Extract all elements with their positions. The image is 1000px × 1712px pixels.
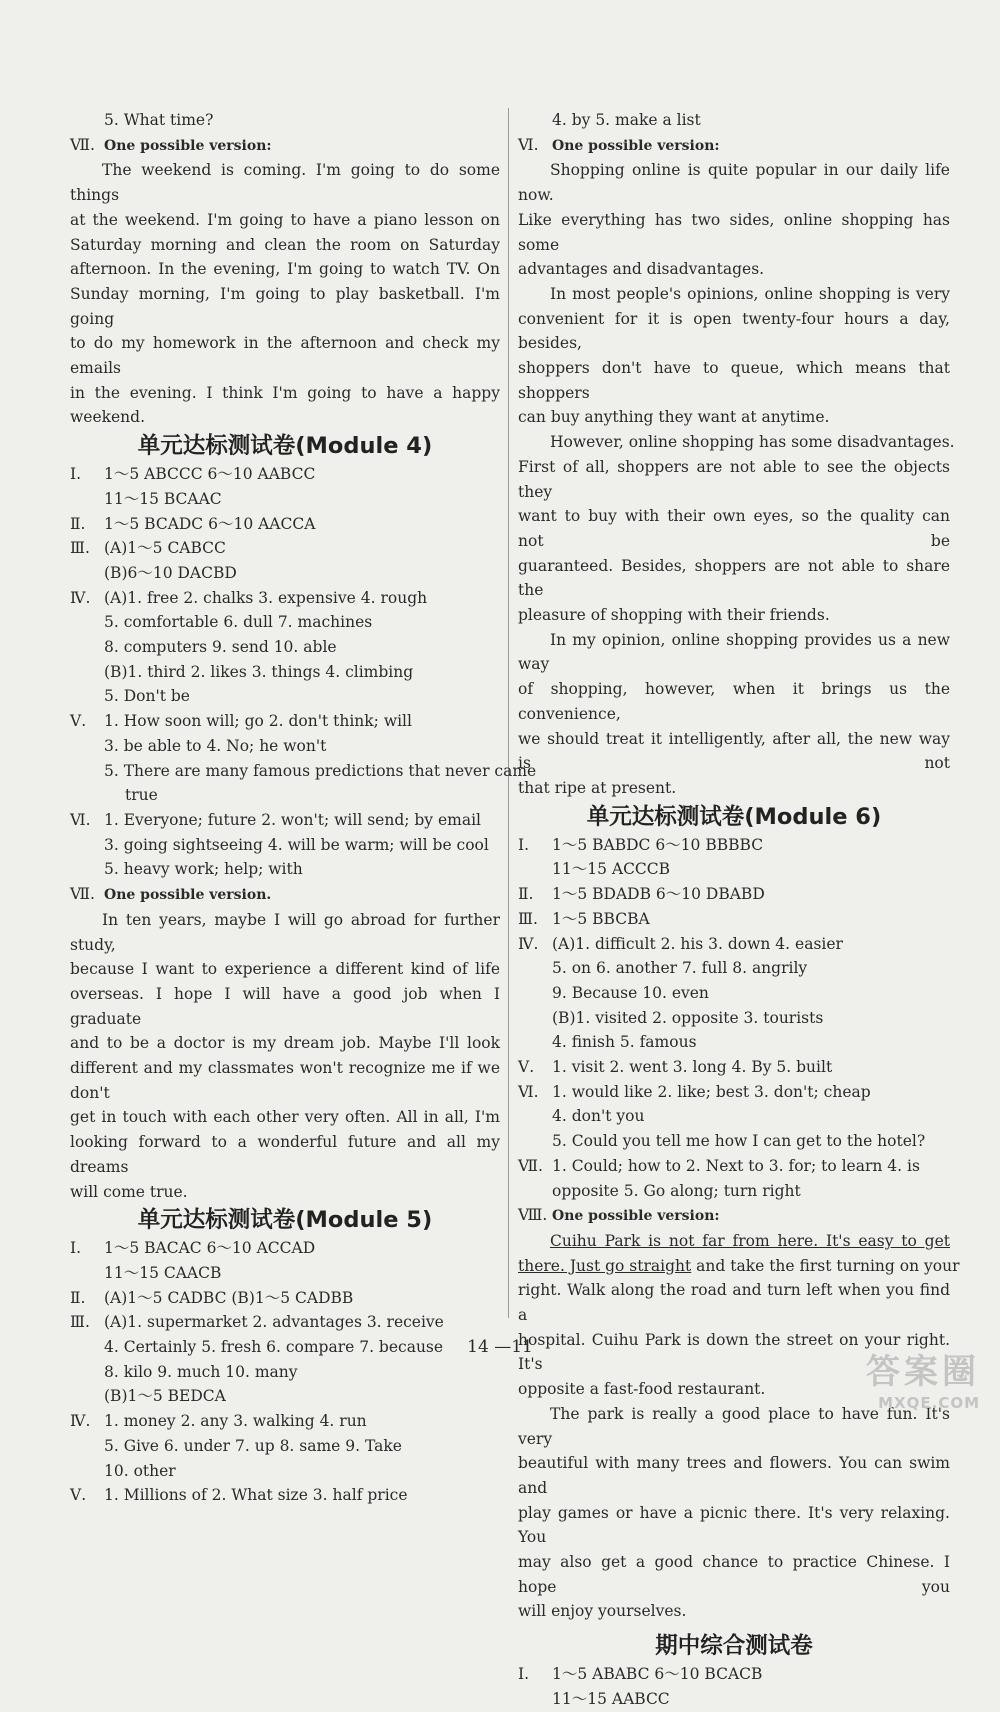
answer-line: 4. don't you	[552, 1107, 645, 1126]
answer-line: Ⅴ. 1. How soon will; go 2. don't think; will	[70, 712, 412, 731]
answer-line: 4. by 5. make a list	[552, 111, 701, 129]
answer-line: 5. Give 6. under 7. up 8. same 9. Take	[104, 1436, 402, 1455]
answer-line: opposite 5. Go along; turn right	[552, 1181, 801, 1200]
answer-line: 4. finish 5. famous	[552, 1033, 697, 1052]
essay-line: pleasure of shopping with their friends.	[518, 606, 830, 625]
answer-line: Ⅰ. 1～5 BACAC 6～10 ACCAD	[70, 1239, 316, 1258]
essay-line: convenient for it is open twenty-four hours a day, besides,	[518, 309, 950, 353]
answer-line: Ⅵ. 1. would like 2. like; best 3. don't; cheap	[518, 1082, 871, 1101]
essay-line: In ten years, maybe I will go abroad for further study,	[70, 910, 500, 954]
section-heading: Ⅶ. One possible version:	[70, 135, 272, 154]
answer-line: 3. going sightseeing 4. will be warm; will be cool	[104, 835, 489, 854]
answer-line: Ⅳ. (A)1. free 2. chalks 3. expensive 4. rough	[70, 588, 428, 607]
column-divider	[508, 108, 509, 1318]
answer-line: 8. computers 9. send 10. able	[104, 638, 337, 657]
answer-line: 8. kilo 9. much 10. many	[104, 1362, 298, 1381]
essay-line: Like everything has two sides, online shopping has some	[518, 210, 950, 254]
answer-line: (B)1. third 2. likes 3. things 4. climbing	[104, 662, 414, 681]
module-5-heading: 单元达标测试卷(Module 5)	[137, 1207, 433, 1234]
answer-line: true	[125, 786, 158, 805]
essay-line: In most people's opinions, online shopping is very	[550, 284, 950, 303]
essay-line: opposite a fast-food restaurant.	[518, 1380, 766, 1399]
essay-line: In my opinion, online shopping provides us a new way	[518, 630, 950, 674]
essay-line: Shopping online is quite popular in our daily life now.	[518, 161, 950, 205]
answer-line: 11～15 CAACB	[104, 1263, 222, 1282]
essay-line: Sunday morning, I'm going to play basketball. I'm going	[70, 284, 500, 328]
answer-line: Ⅲ. 1～5 BBCBA	[518, 909, 650, 928]
essay-line: beautiful with many trees and flowers. You can swim and	[518, 1454, 950, 1497]
answer-line: 5. on 6. another 7. full 8. angrily	[552, 959, 808, 978]
essay-line: looking forward to a wonderful future and all my dreams	[70, 1133, 500, 1176]
answer-line: 5. There are many famous predictions that never came	[104, 761, 537, 780]
answer-line: Ⅲ. (A)1. supermarket 2. advantages 3. receive	[70, 1313, 444, 1332]
essay-line: guaranteed. Besides, shoppers are not able to share the	[518, 556, 950, 600]
answer-line: 11～15 ACCCB	[552, 860, 671, 879]
page-number: 14 —11	[467, 1337, 533, 1357]
essay-line: The weekend is coming. I'm going to do some things	[70, 161, 500, 205]
essay-line: will enjoy yourselves.	[518, 1602, 687, 1621]
answer-line: Ⅵ. 1. Everyone; future 2. won't; will send; by email	[70, 810, 482, 829]
answer-line: Ⅴ. 1. Millions of 2. What size 3. half price	[70, 1486, 408, 1505]
answer-line: (B)6～10 DACBD	[104, 563, 237, 582]
essay-line: because I want to experience a different kind of life	[70, 960, 500, 979]
answer-line: 9. Because 10. even	[552, 983, 709, 1002]
essay-line: and to be a doctor is my dream job. Maybe I'll look	[70, 1034, 500, 1053]
essay-line: weekend.	[70, 408, 146, 427]
answer-line: Ⅰ. 1～5 ABABC 6～10 BCACB	[518, 1665, 763, 1684]
section-heading: Ⅶ. One possible version.	[70, 885, 272, 904]
essay-line: get in touch with each other very often. All in all, I'm	[70, 1108, 500, 1127]
essay-line: we should treat it intelligently, after all, the new way is not	[518, 729, 950, 773]
essay-line: there. Just go straight and take the first turning on your	[518, 1256, 960, 1275]
essay-line: may also get a good chance to practice Chinese. I hope you	[518, 1553, 950, 1596]
midterm-heading: 期中综合测试卷	[655, 1633, 813, 1660]
essay-line: different and my classmates won't recognize me if we don't	[70, 1059, 500, 1102]
watermark-url: MXQE.COM	[878, 1394, 980, 1412]
right-column	[518, 108, 960, 1712]
answer-line: Ⅶ. 1. Could; how to 2. Next to 3. for; to learn 4. is	[518, 1156, 920, 1175]
text-line: 5. What time?	[104, 111, 214, 129]
answer-line: 11～15 BCAAC	[104, 489, 222, 508]
answer-line: 5. heavy work; help; with	[104, 860, 303, 879]
watermark-logo-text: 答案圈	[866, 1352, 980, 1392]
section-heading: Ⅵ. One possible version:	[518, 135, 720, 154]
answer-line: 5. Don't be	[104, 687, 190, 706]
essay-line: overseas. I hope I will have a good job when I graduate	[70, 984, 500, 1028]
answer-line: Ⅲ. (A)1～5 CABCC	[70, 539, 226, 558]
essay-line: advantages and disadvantages.	[518, 260, 765, 279]
answer-line: Ⅰ. 1～5 BABDC 6～10 BBBBC	[518, 835, 764, 854]
answer-line: Ⅳ. (A)1. difficult 2. his 3. down 4. easier	[518, 934, 843, 953]
essay-line: Cuihu Park is not far from here. It's easy to get	[550, 1231, 950, 1250]
essay-line: hospital. Cuihu Park is down the street on your right. It's	[518, 1330, 950, 1374]
essay-line: in the evening. I think I'm going to have a happy	[70, 383, 500, 402]
answer-line: 4. Certainly 5. fresh 6. compare 7. because	[104, 1338, 444, 1357]
answer-line: 5. Could you tell me how I can get to the hotel?	[552, 1132, 926, 1151]
module-6-heading: 单元达标测试卷(Module 6)	[586, 803, 882, 830]
essay-line: play games or have a picnic there. It's very relaxing. You	[518, 1503, 950, 1547]
answer-line: (B)1. visited 2. opposite 3. tourists	[552, 1008, 824, 1027]
essay-line: The park is really a good place to have fun. It's very	[518, 1404, 950, 1448]
essay-line: that ripe at present.	[518, 778, 677, 797]
essay-line: can buy anything they want at anytime.	[518, 408, 830, 427]
essay-line: Saturday morning and clean the room on Saturday	[70, 235, 500, 254]
essay-line: shoppers don't have to queue, which means that shoppers	[518, 359, 950, 402]
answer-line: 10. other	[104, 1461, 176, 1480]
answer-line: Ⅱ. 1～5 BDADB 6～10 DBABD	[518, 885, 765, 904]
answer-line: (B)1～5 BEDCA	[104, 1387, 226, 1406]
answer-line: 3. be able to 4. No; he won't	[104, 736, 327, 755]
essay-line: of shopping, however, when it brings us the convenience,	[518, 680, 950, 723]
answer-line: 11～15 AABCC	[552, 1689, 670, 1708]
essay-line: at the weekend. I'm going to have a piano lesson on	[70, 210, 500, 229]
essay-line: to do my homework in the afternoon and check my emails	[70, 334, 500, 378]
left-column	[70, 108, 537, 1508]
answer-line: Ⅱ. 1～5 BCADC 6～10 AACCA	[70, 514, 316, 533]
essay-line: want to buy with their own eyes, so the quality can not be	[518, 507, 950, 550]
essay-line: right. Walk along the road and turn left when you find a	[518, 1281, 950, 1325]
answer-line: Ⅰ. 1～5 ABCCC 6～10 AABCC	[70, 465, 316, 484]
answer-line: 5. comfortable 6. dull 7. machines	[104, 613, 373, 632]
answer-line: Ⅴ. 1. visit 2. went 3. long 4. By 5. built	[518, 1058, 833, 1077]
essay-line: First of all, shoppers are not able to see the objects they	[518, 457, 950, 501]
module-4-heading: 单元达标测试卷(Module 4)	[137, 433, 433, 460]
site-watermark	[850, 1350, 980, 1430]
answer-line: Ⅳ. 1. money 2. any 3. walking 4. run	[70, 1412, 367, 1431]
essay-line: will come true.	[70, 1182, 188, 1201]
section-heading: Ⅷ. One possible version:	[518, 1206, 720, 1225]
essay-line: afternoon. In the evening, I'm going to watch TV. On	[70, 260, 500, 279]
essay-line: However, online shopping has some disadvantages.	[550, 433, 955, 452]
answer-line: Ⅱ. (A)1～5 CADBC (B)1～5 CADBB	[70, 1288, 354, 1307]
